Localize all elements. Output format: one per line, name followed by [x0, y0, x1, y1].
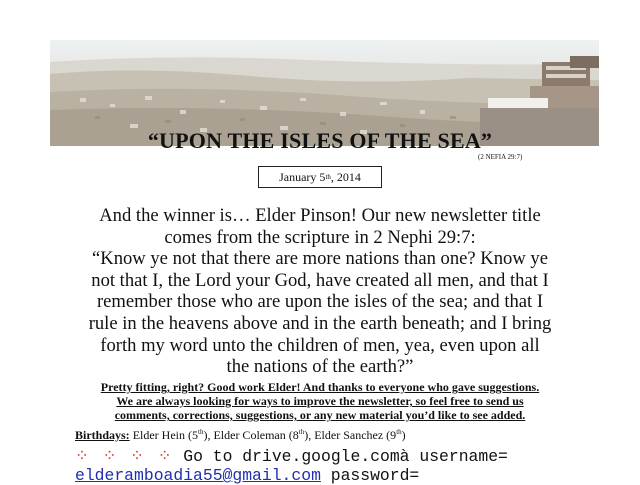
newsletter-title: “UPON THE ISLES OF THE SEA”: [147, 128, 493, 153]
drive-instructions: [75, 446, 508, 466]
paragraph-line: And the winner is… Elder Pinson! Our new newsletter title: [99, 205, 541, 226]
login-line: [75, 466, 419, 485]
bullet-glyphs-icon: ⁘ ⁘ ⁘ ⁘: [75, 447, 174, 466]
thanks-line: comments, corrections, suggestions, or any new material you’d like to see added.: [114, 408, 526, 422]
paragraph-line: remember those who are upon the isles of the sea; and that I: [96, 291, 544, 313]
birthday-text: ), Elder Sanchez (9: [304, 428, 397, 442]
thanks-note: [40, 380, 600, 422]
password-label: password=: [320, 466, 420, 485]
thanks-line: Pretty fitting, right? Good work Elder! And thanks to everyone who gave suggestions.: [100, 380, 540, 394]
paragraph-line: forth my word unto the children of men, yea, even upon all: [100, 334, 540, 356]
email-link[interactable]: elderamboadia55@gmail.com: [75, 466, 321, 485]
birthday-text: ): [401, 428, 406, 442]
birthdays-label: Birthdays:: [75, 428, 130, 442]
date-year: , 2014: [330, 169, 361, 184]
birthday-ordinal: th: [198, 428, 204, 436]
paragraph-line: comes from the scripture in 2 Nephi 29:7:: [164, 226, 476, 248]
drive-text: Go to drive.google.comà username=: [173, 447, 508, 466]
birthday-text: Elder Hein (5: [129, 428, 198, 442]
paragraph-line: “Know ye not that there are more nations than one? Know ye: [92, 248, 548, 270]
thanks-line: We are always looking for ways to improve the newsletter, so feel free to send us: [116, 394, 524, 408]
birthday-ordinal: th: [396, 428, 402, 436]
paragraph-line: the nations of the earth?”: [226, 356, 414, 378]
scripture-reference: (2 NEFIA 29:7): [478, 153, 523, 161]
birthday-text: ), Elder Coleman (8: [203, 428, 299, 442]
paragraph-line: not that I, the Lord your God, have created all men, and that I: [91, 269, 549, 291]
paragraph-line: rule in the heavens above and in the earth beneath; and I bring: [88, 312, 552, 334]
date-box: January 5 th , 2014: [258, 166, 382, 188]
birthdays-line: [75, 428, 406, 443]
date-month-day: January 5: [279, 169, 326, 184]
birthday-ordinal: th: [298, 428, 305, 436]
announcement-paragraph: [40, 205, 600, 378]
